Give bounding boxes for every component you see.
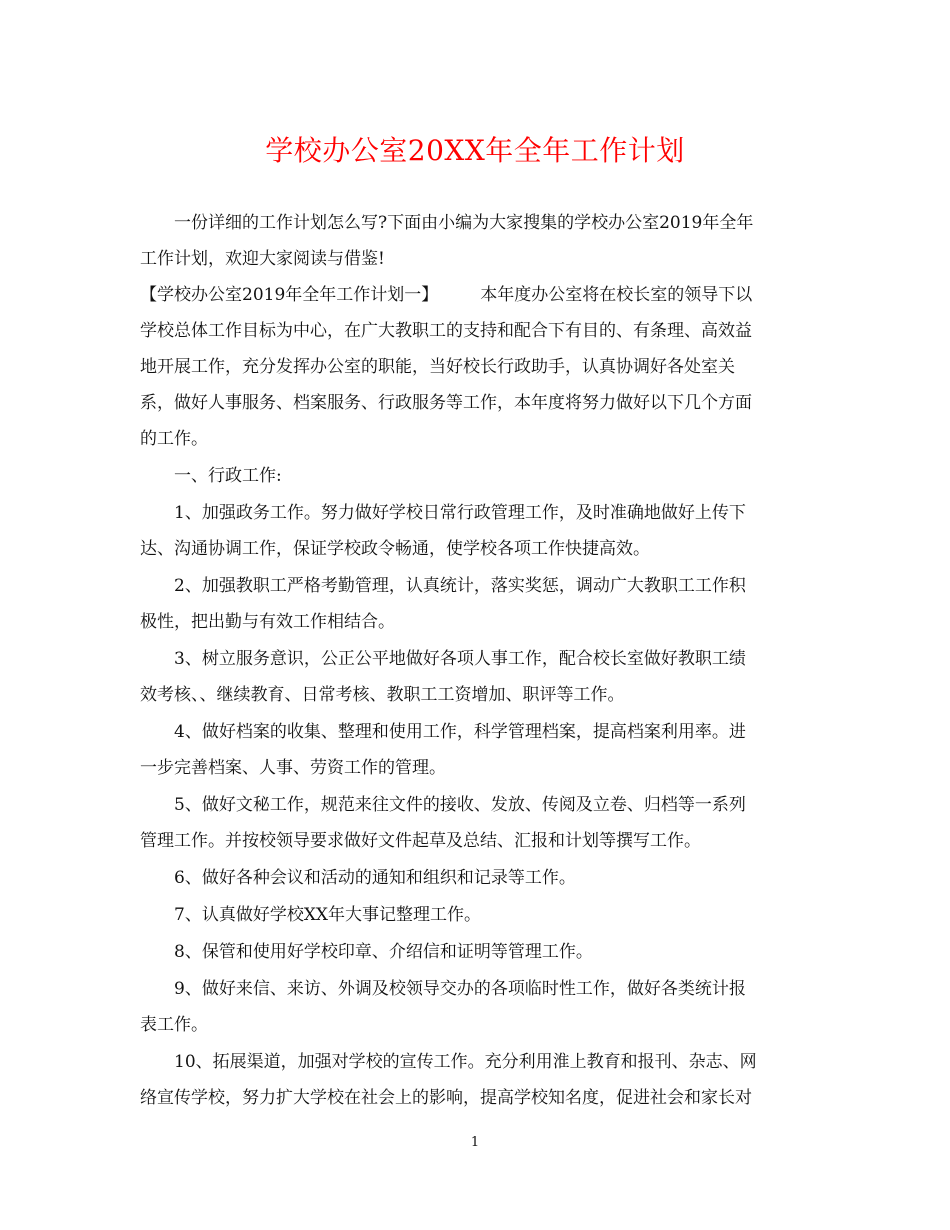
paragraph-line: 7、认真做好学校XX年大事记整理工作。 [174,905,482,925]
paragraph-line: 9、做好来信、来访、外调及校领导交办的各项临时性工作，做好各类统计报 [174,979,746,999]
paragraph-line: 1、加强政务工作。努力做好学校日常行政管理工作，及时准确地做好上传下 [174,503,746,523]
paragraph-line: 6、做好各种会议和活动的通知和组织和记录等工作。 [174,868,576,888]
paragraph-line: 络宣传学校，努力扩大学校在社会上的影响，提高学校知名度，促进社会和家长对 [140,1088,752,1108]
paragraph-line: 一步完善档案、人事、劳资工作的管理。 [140,758,446,778]
paragraph-line: 8、保管和使用好学校印章、介绍信和证明等管理工作。 [174,942,593,962]
document-title: 学校办公室20XX年全年工作计划 [265,134,685,167]
paragraph-line [140,277,810,313]
paragraph-line: 学校总体工作目标为中心，在广大教职工的支持和配合下有目的、有条理、高效益 [140,321,752,341]
paragraph-line: 表工作。 [140,1015,208,1035]
paragraph-line: 3、树立服务意识，公正公平地做好各项人事工作，配合校长室做好教职工绩 [174,649,746,669]
paragraph-line: 10、拓展渠道，加强对学校的宣传工作。充分利用淮上教育和报刊、杂志、网 [174,1052,757,1072]
paragraph-line: 2、加强教职工严格考勤管理，认真统计，落实奖惩，调动广大教职工工作积 [174,576,746,596]
paragraph-line: 管理工作。并按校领导要求做好文件起草及总结、汇报和计划等撰写工作。 [140,831,701,851]
paragraph-line: 效考核、、继续教育、日常考核、教职工工资增加、职评等工作。 [140,685,625,705]
paragraph-line: 的工作。 [140,429,208,449]
paragraph-text: 本年度办公室将在校长室的领导下以 [480,285,753,305]
paragraph-line: 地开展工作，充分发挥办公室的职能，当好校长行政助手，认真协调好各处室关 [140,357,735,377]
paragraph-line: 系，做好人事服务、档案服务、行政服务等工作，本年度将努力做好以下几个方面 [140,393,752,413]
page-number: 1 [470,1135,480,1150]
paragraph-line: 达、沟通协调工作，保证学校政令畅通，使学校各项工作快捷高效。 [140,539,650,559]
section-heading: 【学校办公室2019年全年工作计划一】 [140,285,439,305]
document-body [140,205,810,1116]
paragraph-line: 4、做好档案的收集、整理和使用工作，科学管理档案，提高档案利用率。进 [174,722,746,742]
paragraph-line: 极性，把出勤与有效工作相结合。 [140,612,395,632]
paragraph-line: 工作计划，欢迎大家阅读与借鉴! [140,249,385,269]
paragraph-line: 5、做好文秘工作，规范来往文件的接收、发放、传阅及立卷、归档等一系列 [174,795,746,815]
paragraph-line: 一份详细的工作计划怎么写?下面由小编为大家搜集的学校办公室2019年全年 [174,213,754,233]
section-heading: 一、行政工作: [174,466,282,486]
